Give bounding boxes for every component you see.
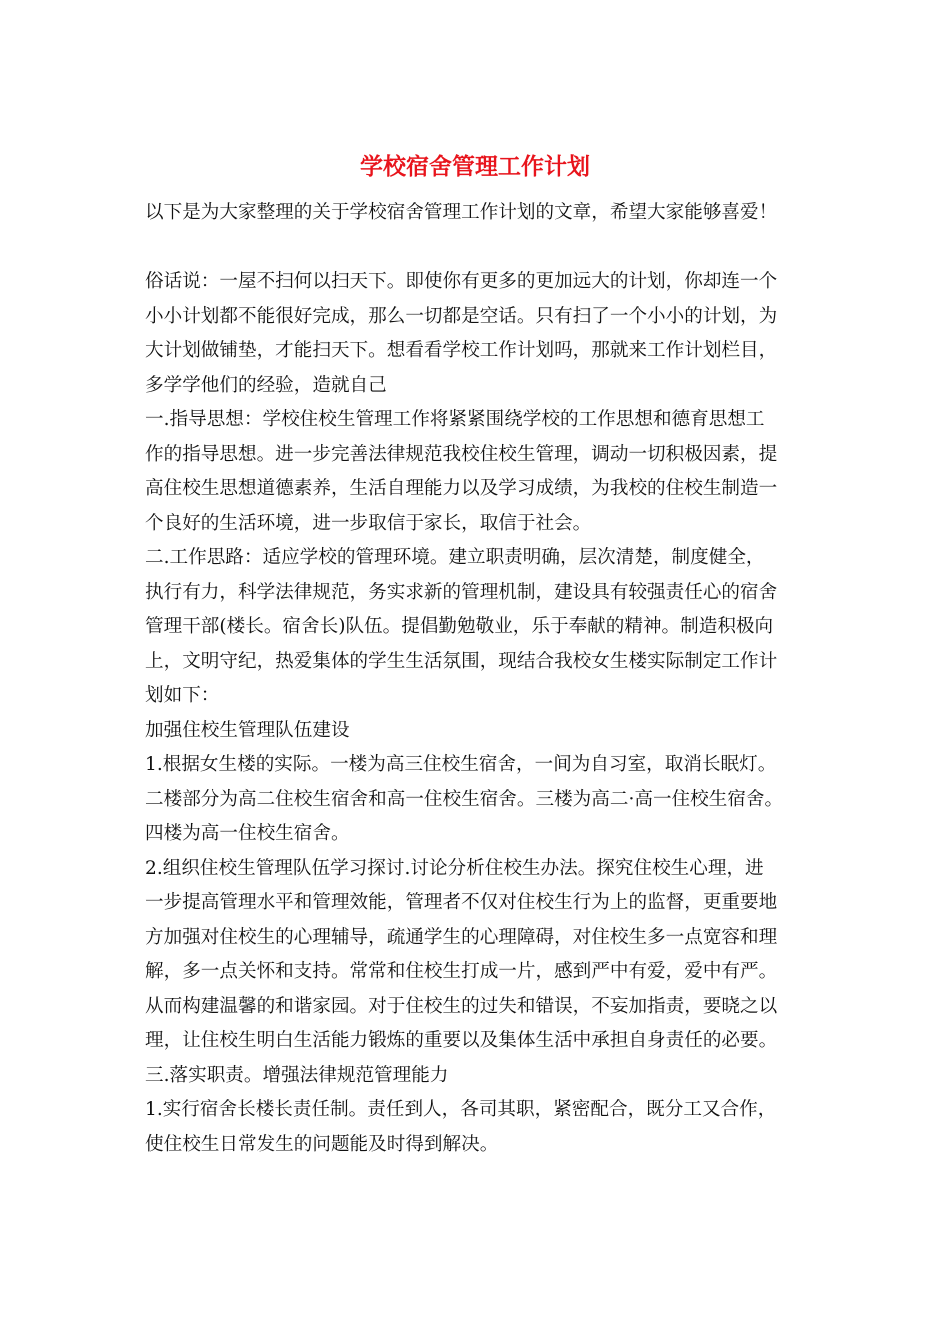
- paragraph-line: 划如下：: [145, 685, 220, 706]
- intro-line: 以下是为大家整理的关于学校宿舍管理工作计划的文章，希望大家能够喜爱！: [145, 202, 778, 223]
- paragraph-line: 一步提高管理水平和管理效能，管理者不仅对住校生行为上的监督，更重要地: [145, 892, 778, 913]
- paragraph-line: 个良好的生活环境，进一步取信于家长，取信于社会。: [145, 512, 592, 534]
- paragraph-line: 高住校生思想道德素养，生活自理能力以及学习成绩，为我校的住校生制造一: [145, 478, 778, 499]
- document-title: 学校宿舍管理工作计划: [360, 153, 590, 180]
- paragraph-line: 方加强对住校生的心理辅导，疏通学生的心理障碍，对住校生多一点宽容和理: [145, 926, 778, 948]
- paragraph-line: 多学学他们的经验，造就自己: [145, 374, 387, 396]
- section-heading-line: 加强住校生管理队伍建设: [145, 719, 350, 741]
- document-body: [145, 196, 817, 1162]
- paragraph-line: 作的指导思想。进一步完善法律规范我校住校生管理，调动一切积极因素，提: [145, 443, 778, 465]
- section-heading-line: 三.落实职责。增强法律规范管理能力: [145, 1064, 449, 1086]
- paragraph-line: 四楼为高一住校生宿舍。: [145, 823, 350, 844]
- paragraph-line: 管理干部(楼长。宿舍长)队伍。提倡勤勉敬业，乐于奉献的精神。制造积极向: [145, 616, 774, 637]
- paragraph-line: 上，文明守纪，热爱集体的学生生活氛围，现结合我校女生楼实际制定工作计: [145, 650, 778, 672]
- paragraph-line: 使住校生日常发生的问题能及时得到解决。: [145, 1133, 499, 1155]
- paragraph-line: 1.根据女生楼的实际。一楼为高三住校生宿舍，一间为自习室，取消长眠灯。: [145, 754, 777, 775]
- paragraph-line: 2.组织住校生管理队伍学习探讨.讨论分析住校生办法。探究住校生心理，进: [145, 857, 764, 879]
- paragraph-line: 1.实行宿舍长楼长责任制。责任到人，各司其职，紧密配合，既分工又合作，: [145, 1099, 777, 1120]
- paragraph-line: 执行有力，科学法律规范，务实求新的管理机制，建设具有较强责任心的宿舍: [145, 581, 778, 603]
- paragraph-line: 大计划做铺垫，才能扫天下。想看看学校工作计划吗，那就来工作计划栏目，: [145, 340, 778, 361]
- paragraph-line: 解，多一点关怀和支持。常常和住校生打成一片，感到严中有爱，爱中有严。: [145, 961, 778, 982]
- paragraph-line: 从而构建温馨的和谐家园。对于住校生的过失和错误，不妄加指责，要晓之以: [145, 995, 778, 1017]
- paragraph-line: 二.工作思路：适应学校的管理环境。建立职责明确，层次清楚，制度健全，: [145, 547, 765, 568]
- paragraph-line: 二楼部分为高二住校生宿舍和高一住校生宿舍。三楼为高二·高一住校生宿舍。: [145, 788, 784, 810]
- paragraph-line: 俗话说：一屋不扫何以扫天下。即使你有更多的更加远大的计划，你却连一个: [145, 271, 778, 292]
- paragraph-line: 小小计划都不能很好完成，那么一切都是空话。只有扫了一个小小的计划，为: [145, 305, 778, 327]
- paragraph-line: 一.指导思想：学校住校生管理工作将紧紧围绕学校的工作思想和德育思想工: [145, 409, 765, 430]
- paragraph-line: 理，让住校生明白生活能力锻炼的重要以及集体生活中承担自身责任的必要。: [145, 1030, 778, 1051]
- blank-line: [145, 231, 817, 266]
